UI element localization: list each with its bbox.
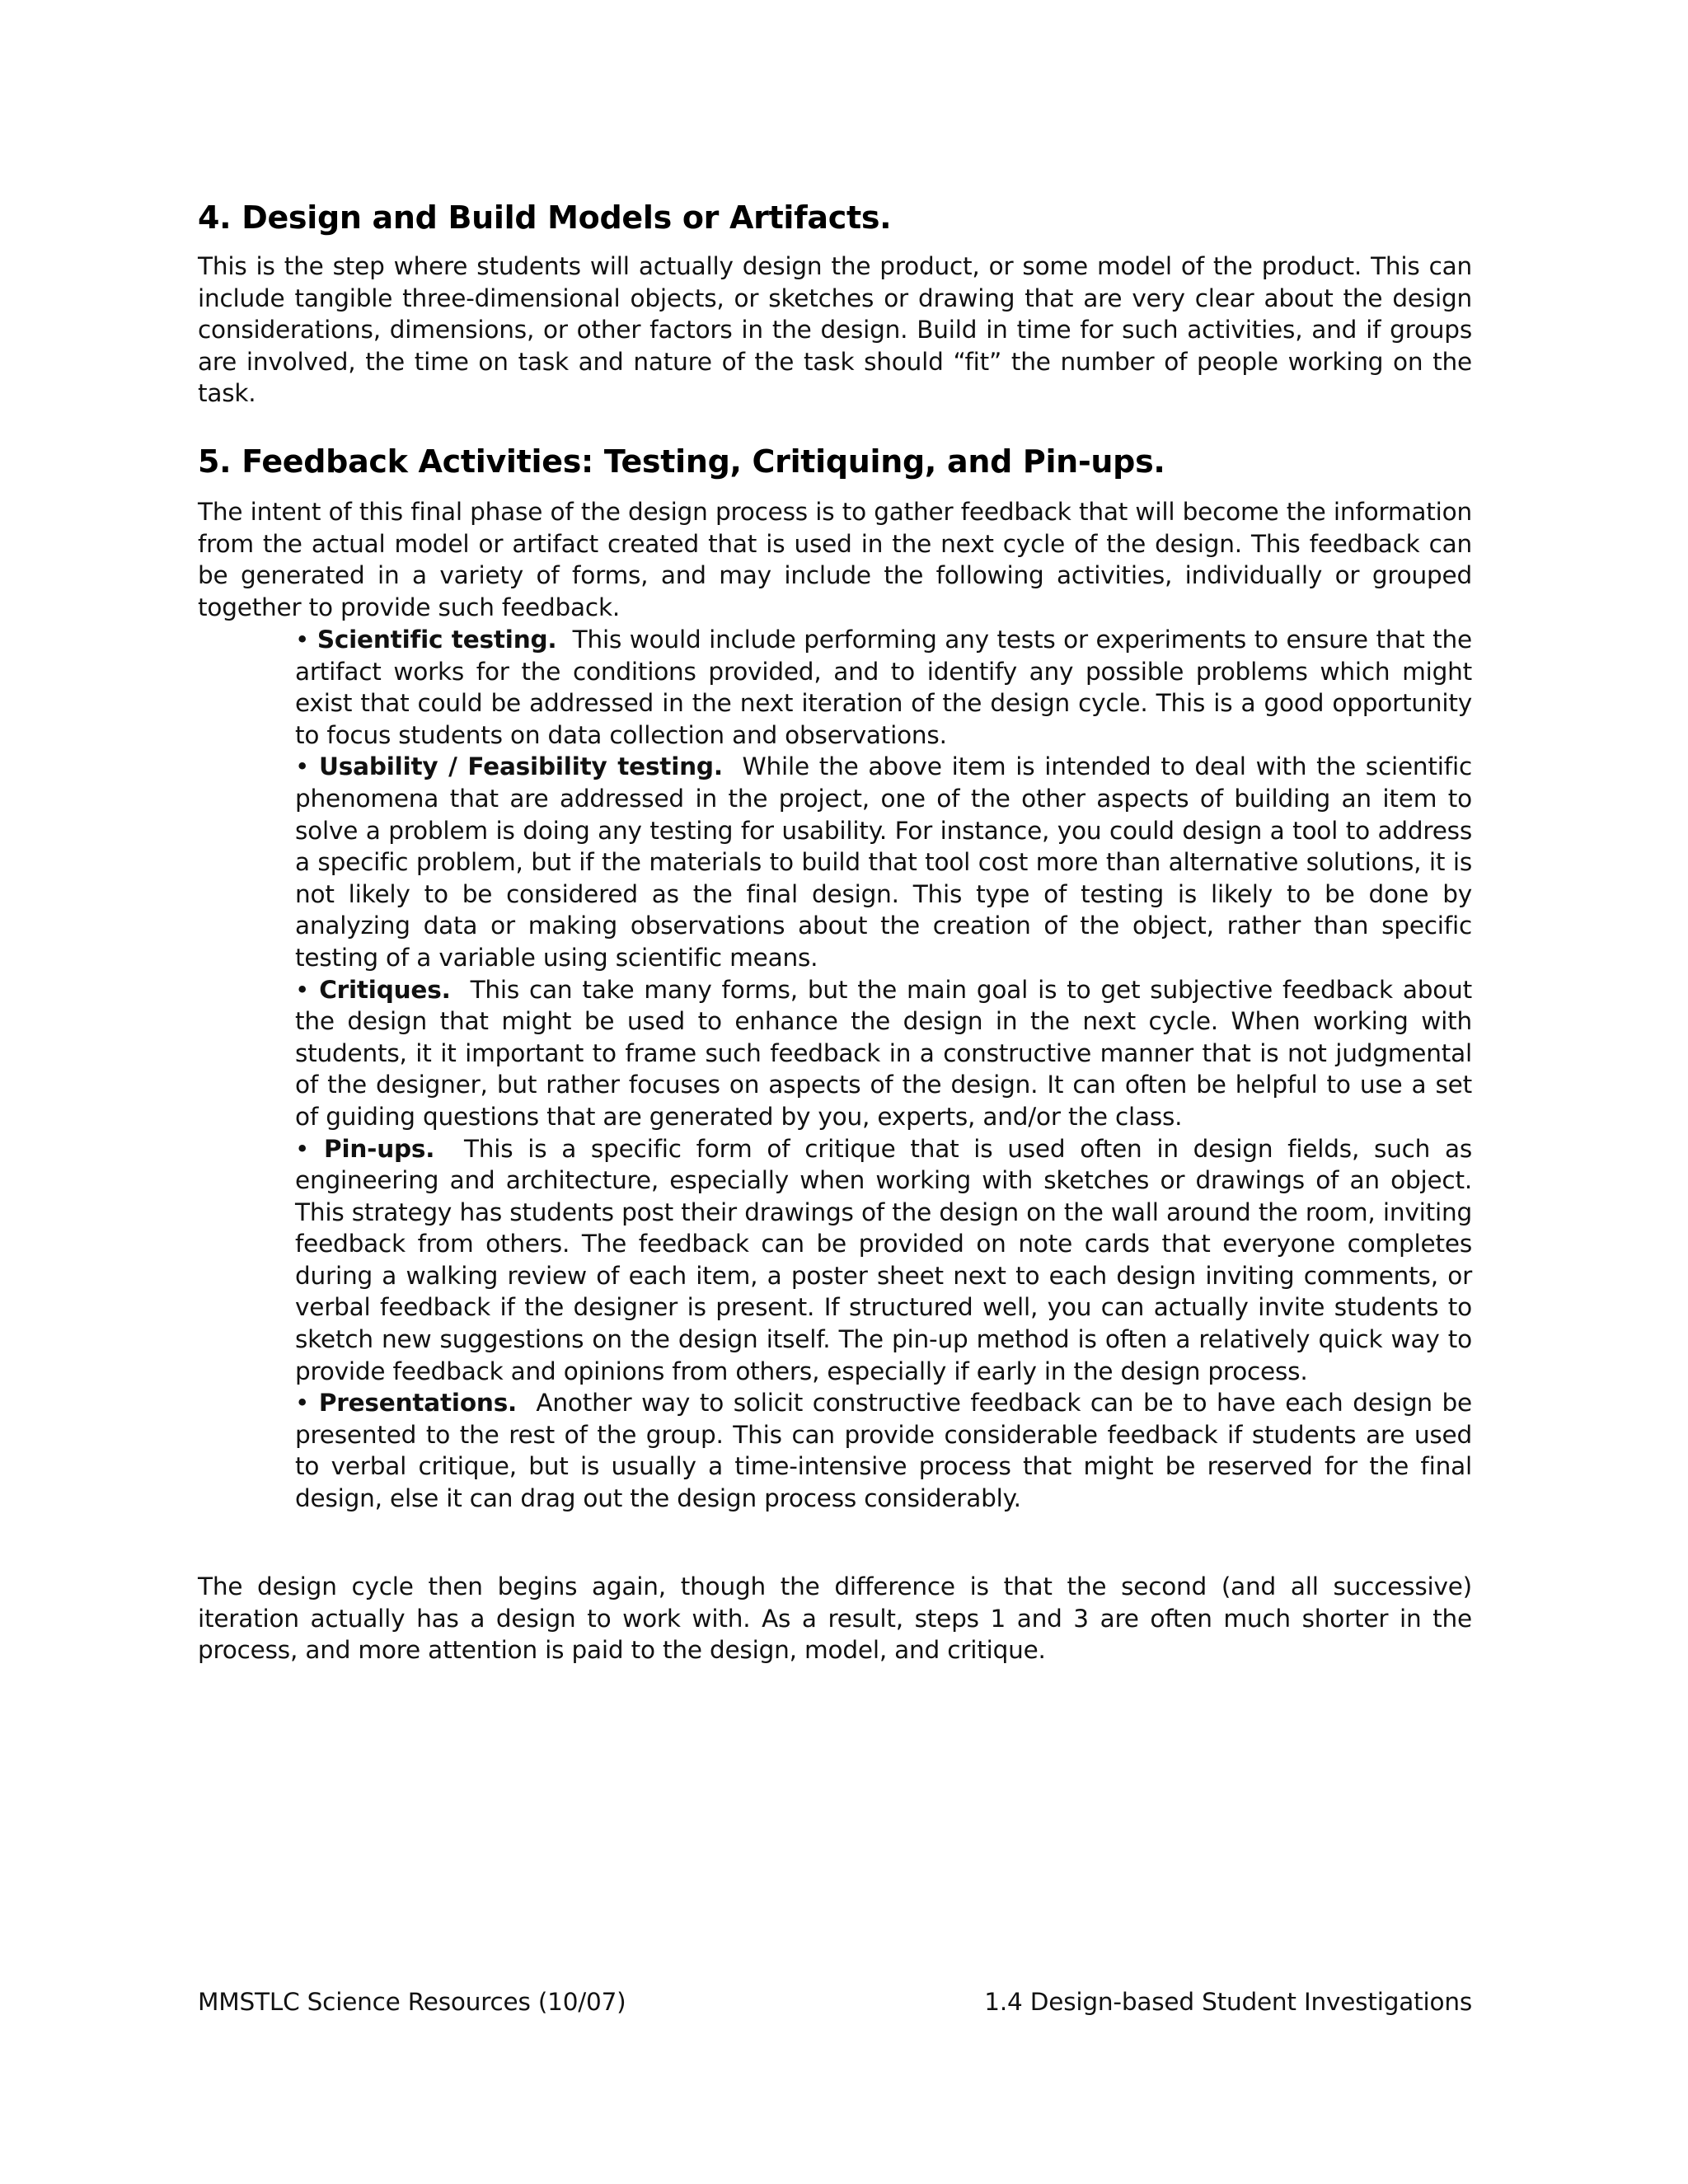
bullet-term: Scientific testing. (316, 626, 557, 654)
footer-section-title: 1.4 Design-based Student Investigations (984, 1988, 1472, 2016)
bullet-term: Pin-ups. (324, 1134, 435, 1163)
list-item-pin-ups: • Pin-ups. This is a specific form of critique that is used often in design fields, such as engineering and architecture, especially when working with sketches or drawings of an object. This strategy has students post their drawings of the design on the wall around the room, inviting feedback from others. The feedback can be provided on note cards that everyone completes during a walking review of each item, a poster sheet next to each design inviting comments, or verbal feedback if the designer is present. If structured well, you can actually invite students to sketch new suggestions on the design itself. The pin-up method is often a relatively quick way to provide feedback and opinions from others, especially if early in the design process. (295, 1134, 1472, 1385)
bullet-text: This is a specific form of critique that is used often in design fields, such as engineering and architecture, especially when working with sketches or drawings of an object. This strategy has students post their drawings of the design on the wall around the room, inviting feedback from others. The feedback can be provided on note cards that everyone completes during a walking review of each item, a poster sheet next to each design inviting comments, or verbal feedback if the designer is present. If structured well, you can actually invite students to sketch new suggestions on the design itself. The pin-up method is often a relatively quick way to provide feedback and opinions from others, especially if early in the design process. (295, 1134, 1472, 1385)
bullet-text: This can take many forms, but the main goal is to get subjective feedback about the design that might be used to enhance the design in the next cycle. When working with students, it it important to frame such feedback in a constructive manner that is not judgmental of the designer, but rather focuses on aspects of the design. It can often be helpful to use a set of guiding questions that are generated by you, experts, and/or the class. (295, 975, 1472, 1131)
list-item-critiques: • Critiques. This can take many forms, but the main goal is to get subjective feedback about the design that might be used to enhance the design in the next cycle. When working with students, it it important to frame such feedback in a constructive manner that is not judgmental of the designer, but rather focuses on aspects of the design. It can often be helpful to use a set of guiding questions that are generated by you, experts, and/or the class. (295, 975, 1472, 1131)
section-5-heading: 5. Feedback Activities: Testing, Critiquing, and Pin-ups. (198, 443, 1165, 480)
feedback-activities-list (295, 624, 1472, 1515)
bullet-text: Another way to solicit constructive feedback can be to have each design be presented to the rest of the group. This can provide considerable feedback if students are used to verbal critique, but is usually a time-intensive process that might be reserved for the final design, else it can drag out the design process considerably. (295, 1389, 1472, 1513)
bullet-term: Presentations. (318, 1389, 518, 1418)
section-4-body: This is the step where students will actually design the product, or some model of the product. This can include tangible three-dimensional objects, or sketches or drawing that are very clear about the design considerations, dimensions, or other factors in the design. Build in time for such activities, and if groups are involved, the time on task and nature of the task should “fit” the number of people working on the task. (198, 252, 1472, 408)
bullet-text: This would include performing any tests or experiments to ensure that the artifact works for the conditions provided, and to identify any possible problems which might exist that could be addressed in the next iteration of the design cycle. This is a good opportunity to focus students on data collection and observations. (295, 626, 1472, 749)
footer-source: MMSTLC Science Resources (10/07) (198, 1988, 626, 2016)
bullet-term: Critiques. (319, 975, 451, 1004)
section-4-heading: 4. Design and Build Models or Artifacts. (198, 199, 892, 236)
list-item-usability-testing: • Usability / Feasibility testing. While the above item is intended to deal with the scientific phenomena that are addressed in the project, one of the other aspects of building an item to solve a problem is doing any testing for usability. For instance, you could design a tool to address a specific problem, but if the materials to build that tool cost more than alternative solutions, it is not likely to be considered as the final design. This type of testing is likely to be done by analyzing data or making observations about the creation of the object, rather than specific testing of a variable using scientific means. (295, 752, 1472, 972)
closing-paragraph: The design cycle then begins again, though the difference is that the second (and all successive) iteration actually has a design to work with. As a result, steps 1 and 3 are often much shorter in the process, and more attention is paid to the design, model, and critique. (198, 1572, 1472, 1665)
bullet-term: Usability / Feasibility testing. (319, 752, 723, 781)
section-5-intro: The intent of this final phase of the design process is to gather feedback that will become the information from the actual model or artifact created that is used in the next cycle of the design. This feedback can be generated in a variety of forms, and may include the following activities, individually or grouped together to provide such feedback. (198, 498, 1472, 621)
document-page (198, 0, 1472, 2184)
bullet-text: While the above item is intended to deal with the scientific phenomena that are addressed in the project, one of the other aspects of building an item to solve a problem is doing any testing for usability. For instance, you could design a tool to address a specific problem, but if the materials to build that tool cost more than alternative solutions, it is not likely to be considered as the final design. This type of testing is likely to be done by analyzing data or making observations about the creation of the object, rather than specific testing of a variable using scientific means. (295, 752, 1472, 972)
list-item-scientific-testing: • Scientific testing. This would include performing any tests or experiments to ensure that the artifact works for the conditions provided, and to identify any possible problems which might exist that could be addressed in the next iteration of the design cycle. This is a good opportunity to focus students on data collection and observations. (295, 626, 1472, 749)
list-item-presentations: • Presentations. Another way to solicit constructive feedback can be to have each design be presented to the rest of the group. This can provide considerable feedback if students are used to verbal critique, but is usually a time-intensive process that might be reserved for the final design, else it can drag out the design process considerably. (295, 1389, 1472, 1513)
